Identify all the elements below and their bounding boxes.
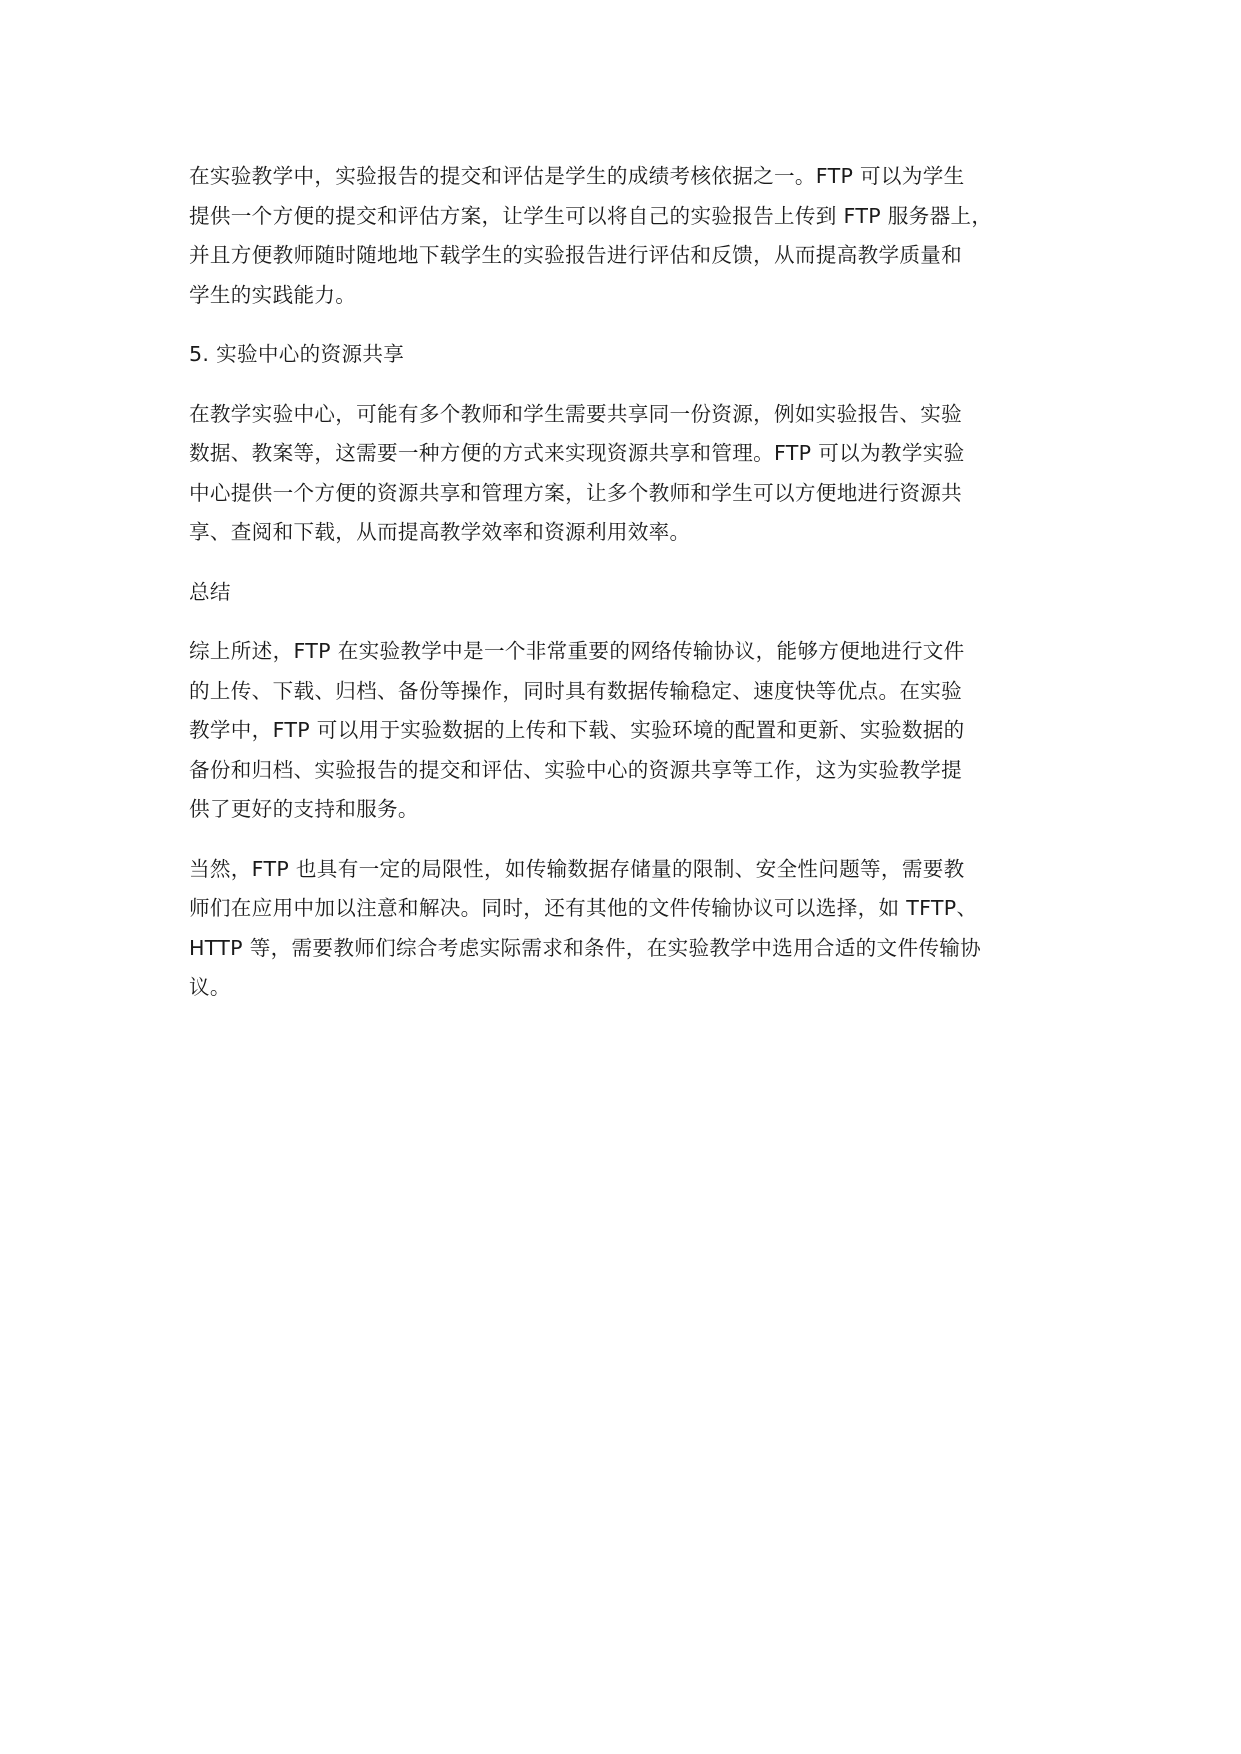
paragraph-lab-report-submission: 在实验教学中，实验报告的提交和评估是学生的成绩考核依据之一。FTP 可以为学生 提供一个方便的提交和评估方案，让学生可以将自己的实验报告上传到 FTP 服务器上， 并且方便教师随时随地地下载学生的实验报告进行评估和反馈，从而提高教学质量和 学生的实践能力。 xyxy=(189,164,993,307)
document-body xyxy=(189,157,1069,1028)
paragraph-limitations: 当然，FTP 也具有一定的局限性，如传输数据存储量的限制、安全性问题等，需要教 师们在应用中加以注意和解决。同时，还有其他的文件传输协议可以选择，如 TFTP、 HTTP 等，需要教师们综合考虑实际需求和条件，在实验教学中选用合适的文件传输协 议。 xyxy=(189,856,982,999)
section-heading-resource-sharing: 5. 实验中心的资源共享 xyxy=(189,342,405,366)
section-heading-summary: 总结 xyxy=(189,579,231,604)
paragraph-summary: 综上所述，FTP 在实验教学中是一个非常重要的网络传输协议，能够方便地进行文件 的上传、下载、归档、备份等操作，同时具有数据传输稳定、速度快等优点。在实验 教学中，FTP 可以用于实验数据的上传和下载、实验环境的配置和更新、实验数据的 备份和归档、实验报告的提交和评估、实验中心的资源共享等工作，这为实验教学提 供了更好的支持和服务。 xyxy=(189,639,965,821)
paragraph-resource-sharing: 在教学实验中心，可能有多个教师和学生需要共享同一份资源，例如实验报告、实验 数据、教案等，这需要一种方便的方式来实现资源共享和管理。FTP 可以为教学实验 中心提供一个方便的资源共享和管理方案，让多个教师和学生可以方便地进行资源共 享、查阅和下载，从而提高教学效率和资源利用效率。 xyxy=(189,401,965,544)
